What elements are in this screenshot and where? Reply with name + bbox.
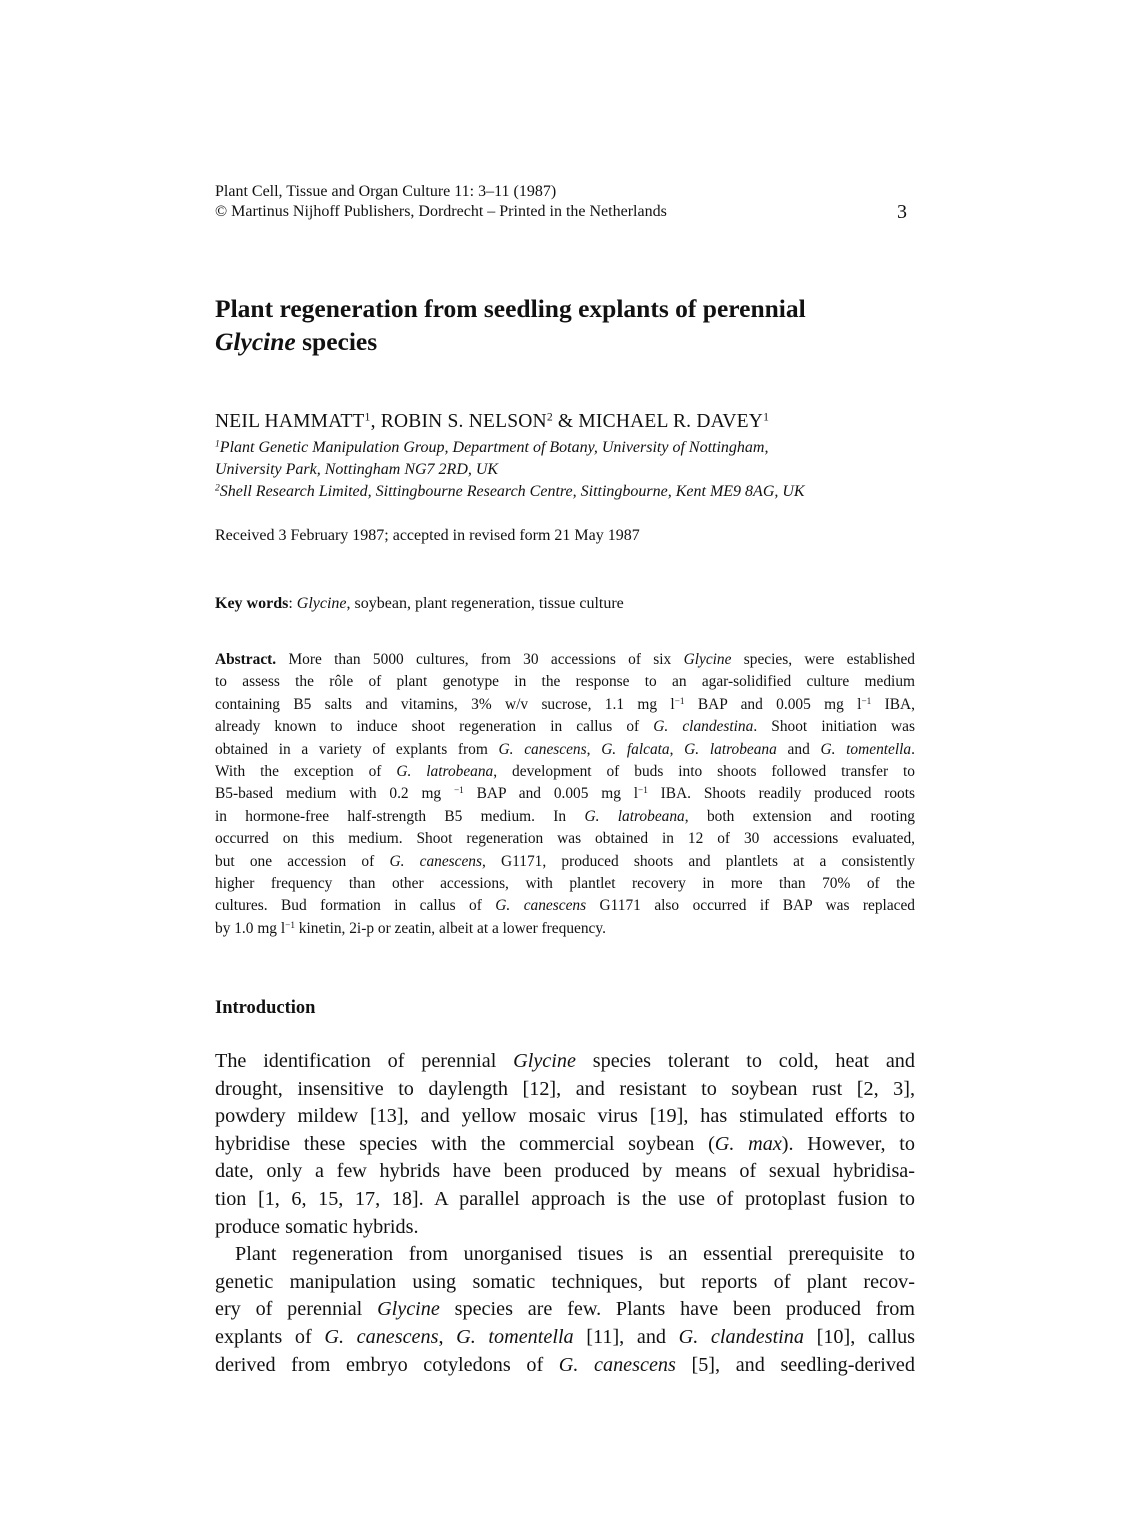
body-text: species are few. Plants have been produced from	[439, 1298, 915, 1321]
paper-page	[215, 0, 915, 1532]
abstract	[215, 649, 915, 940]
body-taxon: G. max	[714, 1132, 782, 1155]
abstract-line	[215, 761, 915, 783]
abstract-line	[215, 649, 915, 671]
abstract-line	[215, 694, 915, 716]
abstract-line	[215, 918, 915, 940]
body-taxon: Glycine	[377, 1298, 440, 1321]
abstract-line	[215, 739, 915, 761]
abstract-text: in hormone-free half-strength B5 medium. In	[215, 807, 585, 825]
abstract-taxon: Glycine	[683, 651, 732, 668]
affiliation-1-mark: 1	[215, 438, 220, 450]
abstract-taxon: G. latrobeana	[396, 762, 494, 780]
abstract-superscript: −1	[453, 785, 464, 796]
abstract-text: More than 5000 cultures, from 30 accessions of six	[276, 651, 684, 668]
abstract-text: , both extension and rooting	[684, 807, 915, 825]
abstract-taxon: G. latrobeana	[684, 740, 777, 758]
abstract-taxon: G. latrobeana	[584, 807, 685, 825]
body-text: [10], callus	[803, 1325, 916, 1348]
author-2-affiliation-mark: 2	[546, 410, 553, 424]
affiliation-2-text: Shell Research Limited, Sittingbourne Research Centre, Sittingbourne, Kent ME9 8AG, UK	[219, 483, 805, 500]
title-line-1: Plant regeneration from seedling explants of perennial	[215, 294, 806, 323]
affiliations	[215, 437, 915, 503]
body-taxon: G. canescens	[558, 1353, 676, 1376]
abstract-text: IBA,	[871, 695, 916, 713]
abstract-line	[215, 851, 915, 873]
affiliation-1-line-2: University Park, Nottingham NG7 2RD, UK	[215, 461, 499, 478]
abstract-taxon: G. falcata	[601, 740, 670, 758]
keywords-label: Key words	[215, 595, 289, 612]
section-heading-introduction: Introduction	[215, 998, 316, 1018]
abstract-text: G1171 also occurred if BAP was replaced	[586, 897, 916, 915]
body-line	[215, 1048, 915, 1076]
body-text: ,	[438, 1325, 457, 1348]
body-line	[215, 1324, 915, 1352]
keywords	[215, 594, 915, 614]
abstract-text: cultures. Bud formation in callus of	[215, 897, 496, 915]
abstract-taxon: G. canescens	[389, 852, 482, 870]
journal-citation: Plant Cell, Tissue and Organ Culture 11: 3–11 (1987)	[215, 183, 557, 200]
body-text: explants of	[215, 1325, 325, 1348]
affiliation-1-text: Plant Genetic Manipulation Group, Department of Botany, University of Nottingham,	[219, 439, 769, 456]
article-title	[215, 292, 915, 358]
body-line	[215, 1296, 915, 1324]
abstract-text: ,	[586, 740, 602, 758]
abstract-label: Abstract.	[215, 651, 277, 668]
keyword-genus: Glycine	[296, 595, 347, 612]
author-3: MICHAEL R. DAVEY	[578, 411, 764, 432]
abstract-text: by 1.0 mg l	[215, 919, 286, 937]
abstract-text: BAP and 0.005 mg l	[463, 785, 639, 803]
abstract-text: containing B5 salts and vitamins, 3% w/v sucrose, 1.1 mg l	[215, 695, 675, 713]
abstract-line	[215, 895, 915, 917]
author-separator: ,	[370, 411, 381, 432]
body-text: derived from embryo cotyledons of	[215, 1353, 559, 1376]
title-genus: Glycine	[215, 327, 296, 356]
abstract-text: BAP and 0.005 mg l	[684, 695, 862, 713]
abstract-taxon: G. canescens	[498, 740, 587, 758]
body-line: Plant regeneration from unorganised tisues is an essential prerequisite to	[235, 1243, 915, 1266]
author-1: NEIL HAMMATT	[215, 411, 365, 432]
abstract-text: species, were established	[731, 651, 915, 668]
abstract-superscript: −1	[674, 695, 685, 706]
abstract-taxon: G. tomentella	[820, 740, 912, 758]
abstract-text: . Shoot initiation was	[753, 718, 915, 736]
body-line: date, only a few hybrids have been produced by means of sexual hybridisa-	[215, 1160, 915, 1183]
abstract-text: already known to induce shoot regeneration in callus of	[215, 718, 654, 736]
abstract-text: , development of buds into shoots followed transfer to	[493, 762, 915, 780]
received-dates: Received 3 February 1987; accepted in revised form 21 May 1987	[215, 527, 640, 544]
abstract-line	[215, 716, 915, 738]
body-line: powdery mildew [13], and yellow mosaic virus [19], has stimulated efforts to	[215, 1105, 915, 1128]
body-line: genetic manipulation using somatic techniques, but reports of plant recov-	[215, 1270, 915, 1293]
abstract-line: occurred on this medium. Shoot regeneration was obtained in 12 of 30 accessions evaluated,	[215, 830, 915, 848]
author-separator: &	[552, 411, 579, 432]
abstract-superscript: −1	[285, 919, 295, 930]
abstract-superscript: −1	[861, 695, 872, 706]
body-taxon: Glycine	[513, 1050, 576, 1072]
abstract-text: but one accession of	[215, 852, 390, 870]
body-line: drought, insensitive to daylength [12], and resistant to soybean rust [2, 3],	[215, 1077, 915, 1100]
body-text: [5], and seedling-derived	[675, 1353, 915, 1376]
page-number: 3	[897, 201, 907, 223]
body-taxon: G. clandestina	[678, 1325, 804, 1348]
author-2: ROBIN S. NELSON	[380, 411, 547, 432]
publisher-notice: © Martinus Nijhoff Publishers, Dordrecht – Printed in the Netherlands	[215, 203, 667, 220]
introduction-body	[215, 1048, 915, 1379]
body-taxon: G. tomentella	[456, 1325, 574, 1348]
abstract-taxon: G. clandestina	[653, 718, 754, 736]
body-line	[215, 1352, 915, 1380]
abstract-line: to assess the rôle of plant genotype in the response to an agar-solidified culture medium	[215, 673, 915, 691]
keywords-colon: :	[288, 595, 297, 612]
abstract-text: .	[911, 740, 915, 758]
author-list	[215, 410, 915, 434]
body-line: produce somatic hybrids.	[215, 1215, 419, 1238]
author-3-affiliation-mark: 1	[763, 410, 770, 424]
abstract-text: B5-based medium with 0.2 mg	[215, 785, 454, 803]
abstract-text: ,	[669, 740, 685, 758]
title-line-2	[215, 325, 915, 358]
abstract-text: kinetin, 2i-p or zeatin, albeit at a lower frequency.	[294, 919, 606, 937]
body-text: The identification of perennial	[215, 1050, 514, 1072]
abstract-superscript: −1	[638, 785, 648, 796]
body-text: ery of perennial	[215, 1298, 378, 1321]
body-text: [11], and	[573, 1325, 679, 1348]
abstract-text: , G1171, produced shoots and plantlets at a consistently	[482, 852, 915, 870]
abstract-taxon: G. canescens	[495, 897, 587, 915]
abstract-line	[215, 783, 915, 805]
affiliation-1-line-1	[215, 437, 915, 459]
abstract-text: and	[776, 740, 821, 758]
abstract-line	[215, 806, 915, 828]
author-1-affiliation-mark: 1	[364, 410, 371, 424]
keywords-rest: , soybean, plant regeneration, tissue culture	[346, 595, 624, 612]
affiliation-2-line-1	[215, 481, 915, 503]
abstract-line: higher frequency than other accessions, with plantlet recovery in more than 70% of the	[215, 874, 915, 892]
body-taxon: G. canescens	[324, 1325, 439, 1348]
body-text: ). However, to	[781, 1132, 915, 1155]
body-line	[215, 1131, 915, 1159]
journal-header	[215, 182, 915, 222]
body-text: species tolerant to cold, heat and	[575, 1050, 915, 1072]
affiliation-2-mark: 2	[215, 482, 220, 494]
title-line-2-rest: species	[295, 327, 378, 356]
abstract-text: obtained in a variety of explants from	[215, 740, 499, 758]
abstract-text: IBA. Shoots readily produced roots	[647, 785, 915, 803]
abstract-text: With the exception of	[215, 762, 397, 780]
body-text: hybridise these species with the commercial soybean (	[215, 1132, 715, 1155]
body-line: tion [1, 6, 15, 17, 18]. A parallel approach is the use of protoplast fusion to	[215, 1187, 915, 1210]
